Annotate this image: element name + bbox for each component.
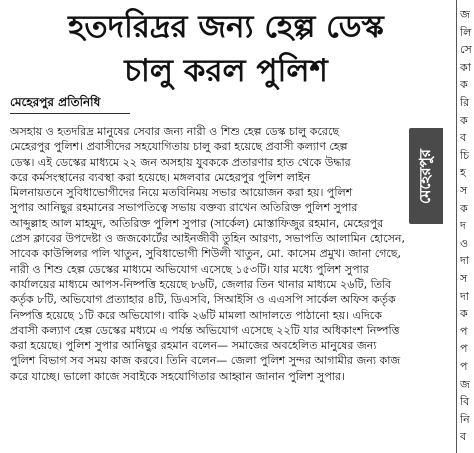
article-line: করে যাচ্ছে। ভালো কাজে সবাইকে সহযোগিতার আহ্বান জানান পুলিশ সুপার। bbox=[10, 369, 345, 383]
edge-fragment: দা bbox=[460, 289, 469, 303]
article-line: নারী ও শিশু হেল্প ডেস্কের মাধ্যমে অভিযোগ এসেছে ১৫৩টি। যার মধ্যে পুলিশ সুপার bbox=[10, 262, 369, 276]
edge-fragment: হ bbox=[460, 166, 466, 180]
article-line: প্রেস ক্লাবের উপদেষ্টা ও জজকোর্টের আইনজীবী তুহিন আরণ্য, সভাপতি আলামিন হোসেন, bbox=[10, 232, 405, 246]
edge-fragment: সে bbox=[460, 43, 472, 57]
edge-fragment: ও bbox=[460, 236, 469, 250]
edge-fragment: দা bbox=[460, 254, 469, 268]
article-line: আব্দুল্লাহ আল মাহমুদ, অতিরিক্ত পুলিশ সুপার (সার্কেল) মোস্তাফিজুর রহমান, মেহেরপুর bbox=[10, 216, 384, 230]
edge-fragment: ক bbox=[460, 201, 468, 215]
edge-fragment: ক bbox=[460, 307, 468, 321]
edge-fragment: ক bbox=[460, 113, 468, 127]
byline: মেহেরপুর প্রতিনিধি bbox=[10, 95, 101, 109]
edge-fragment: কা bbox=[460, 60, 471, 74]
edge-fragment: রি bbox=[460, 96, 470, 109]
article-line: প্রবাসী কল্যাণ হেল্প ডেস্কের মধ্যমে এ পর্যন্ত অভিযোগ এসেছে ২২টি যার অধিকাংশ নিষ্পত্তি bbox=[10, 323, 400, 337]
headline-line-2: চালু করল পুলিশ bbox=[124, 53, 328, 89]
article-line: মেহেরপুর পুলিশ। প্রবাসীদের সহযোগিতায় চালু করা হয়েছে প্রবাসী কল্যাণ হেল্প bbox=[10, 140, 348, 154]
column-divider bbox=[456, 0, 457, 453]
edge-fragment: প bbox=[460, 324, 468, 338]
edge-fragment: ক bbox=[460, 78, 468, 92]
edge-fragment: প bbox=[460, 342, 468, 356]
byline-underline bbox=[10, 113, 130, 114]
edge-fragment: ব bbox=[460, 430, 467, 444]
edge-fragment: জ bbox=[460, 8, 470, 21]
article-line: পুলিশ বিভাগ সব সময় কাজ করবে। তিনি বলেন— জেলা পুলিশ সুন্দর আগামীর জন্য কাজ bbox=[10, 354, 401, 368]
edge-fragment: স bbox=[460, 272, 468, 285]
edge-fragment: লি bbox=[460, 25, 472, 39]
article-line: করে কর্মসংস্থানের ব্যবস্থা করা হয়েছে। মঙ্গলবার মেহেরপুর পুলিশ লাইন bbox=[10, 170, 311, 184]
article-line: করা হয়েছে। পুলিশ সুপার আনিছুর রহমান বলেন— সমাজের অবহেলিত মানুষের জন্য bbox=[10, 339, 377, 353]
article-line: কর্তৃক ৮টি, অভিযোগ প্রত্যাহার ৪টি, ডিএসবি, সিআইসি ও এএসপি সার্কেল অফিস কর্তৃক bbox=[10, 293, 396, 307]
article-line: কার্যালয়ের মাধ্যমে আপস-নিষ্পত্তি হয়েছে ৮৬টি, জেলার তিন থানার মাধ্যমে ২৬টি, তিবি bbox=[10, 277, 392, 291]
article-body bbox=[10, 124, 448, 446]
district-tag-label: মেহেরপুর bbox=[415, 148, 434, 204]
edge-fragment: প bbox=[460, 360, 468, 373]
article-line: সুপার আনিছুর রহমানের সভাপতিত্বে সভায় বক্তব্য রাখেন অতিরিক্ত পুলিশ সুপার bbox=[10, 201, 358, 215]
adjacent-column-fragment bbox=[460, 0, 474, 453]
edge-fragment: ব bbox=[460, 131, 467, 145]
edge-fragment: জ bbox=[460, 377, 470, 391]
article-line: নিষ্পত্তি হয়েছে ১টি করে অভিযোগ। বাকি ২৬টি মামলা আদালতে পাঠানো হয়। এদিকে bbox=[10, 308, 382, 322]
edge-fragment: স bbox=[460, 184, 468, 197]
edge-fragment: নি bbox=[460, 412, 470, 426]
article-line: সাবেক কাউন্সিলর পলি খাতুন, সুবিধাভোগী শিউলী খাতুন, মো. কাসেম প্রমুখ। জানা গেছে, bbox=[10, 247, 402, 261]
edge-fragment: দ bbox=[460, 219, 466, 233]
article-line: অসহায় ও হতদরিদ্র মানুষের সেবার জন্য নারী ও শিশু হেল্প ডেস্ক চালু করেছে bbox=[10, 125, 340, 138]
headline-line-1: হতদরিদ্রর জন্য হেল্প ডেস্ক bbox=[68, 9, 384, 45]
article-line: মিলনায়তনে সুবিধাভোগীদের নিয়ে মতবিনিময় সভার আয়োজন করা হয়। পুলিশ bbox=[10, 186, 353, 200]
edge-fragment: চি bbox=[460, 148, 470, 162]
edge-fragment: বি bbox=[460, 395, 470, 409]
article-line: ডেস্ক। এই ডেস্কের মাধ্যমে ২২ জন অসহায় যুবককে প্রতারণার হাত থেকে উদ্ধার bbox=[10, 155, 351, 169]
